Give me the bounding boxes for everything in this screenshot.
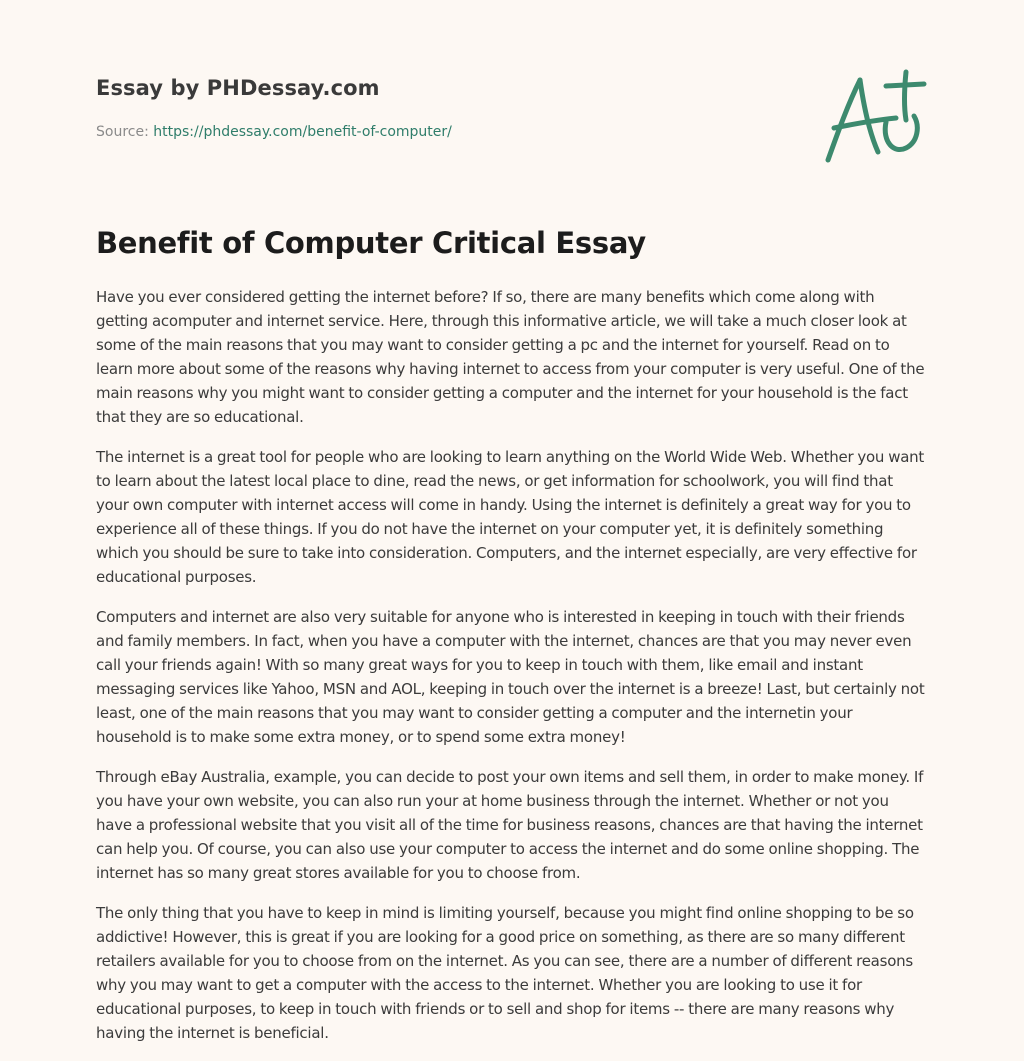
essay-paragraph: Have you ever considered getting the internet before? If so, there are many benefits which come along with getting acomputer and internet service. Here, through this informative article, we will take a much closer look at some of the main reasons that you may want to consider getting a pc and the internet for yourself. Read on to learn more about some of the reasons why having internet to access from your computer is very useful. One of the main reasons why you might want to consider getting a computer and the internet for your household is the fact that they are so educational.	[96, 288, 925, 426]
essay-paragraph: The internet is a great tool for people who are looking to learn anything on the World Wide Web. Whether you want to learn about the latest local place to dine, read the news, or get information for schoolwork, you will find that your own computer with internet access will come in handy. Using the internet is definitely a great way for you to experience all of these things. If you do not have the internet on your computer yet, it is definitely something which you should be sure to take into consideration. Computers, and the internet especially, are very effective for educational purposes.	[96, 448, 925, 586]
essay-paragraph: Through eBay Australia, example, you can decide to post your own items and sell them, in order to make money. If you have your own website, you can also run your at home business through the internet. Whether or not you have a professional website that you visit all of the time for business reasons, chances are that having the internet can help you. Of course, you can also use your computer to access the internet and do some online shopping. The internet has so many great stores available for you to choose from.	[96, 768, 924, 882]
source-line	[96, 124, 452, 140]
source-link[interactable]: https://phdessay.com/benefit-of-computer/	[153, 124, 452, 140]
essay-paragraph: The only thing that you have to keep in mind is limiting yourself, because you might find online shopping to be so addictive! However, this is great if you are looking for a good price on something, as there are so many different retailers available for you to choose from on the internet. As you can see, there are a number of different reasons why you may want to get a computer with the access to the internet. Whether you are looking to use it for educational purposes, to keep in touch with friends or to sell and shop for items -- there are many reasons why having the internet is beneficial.	[96, 904, 914, 1042]
source-label: Source:	[96, 124, 154, 140]
essay-paragraph: Computers and internet are also very suitable for anyone who is interested in keeping in touch with their friends and family members. In fact, when you have a computer with the internet, chances are that you may never even call your friends again! With so many great ways for you to keep in touch with them, like email and instant messaging services like Yahoo, MSN and AOL, keeping in touch over the internet is a breeze! Last, but certainly not least, one of the main reasons that you may want to consider getting a computer and the internetin your household is to make some extra money, or to spend some extra money!	[96, 608, 925, 746]
essay-body	[96, 285, 928, 1061]
a-plus-logo-icon	[824, 68, 928, 164]
site-title: Essay by PHDessay.com	[96, 76, 380, 100]
essay-title: Benefit of Computer Critical Essay	[96, 226, 646, 260]
